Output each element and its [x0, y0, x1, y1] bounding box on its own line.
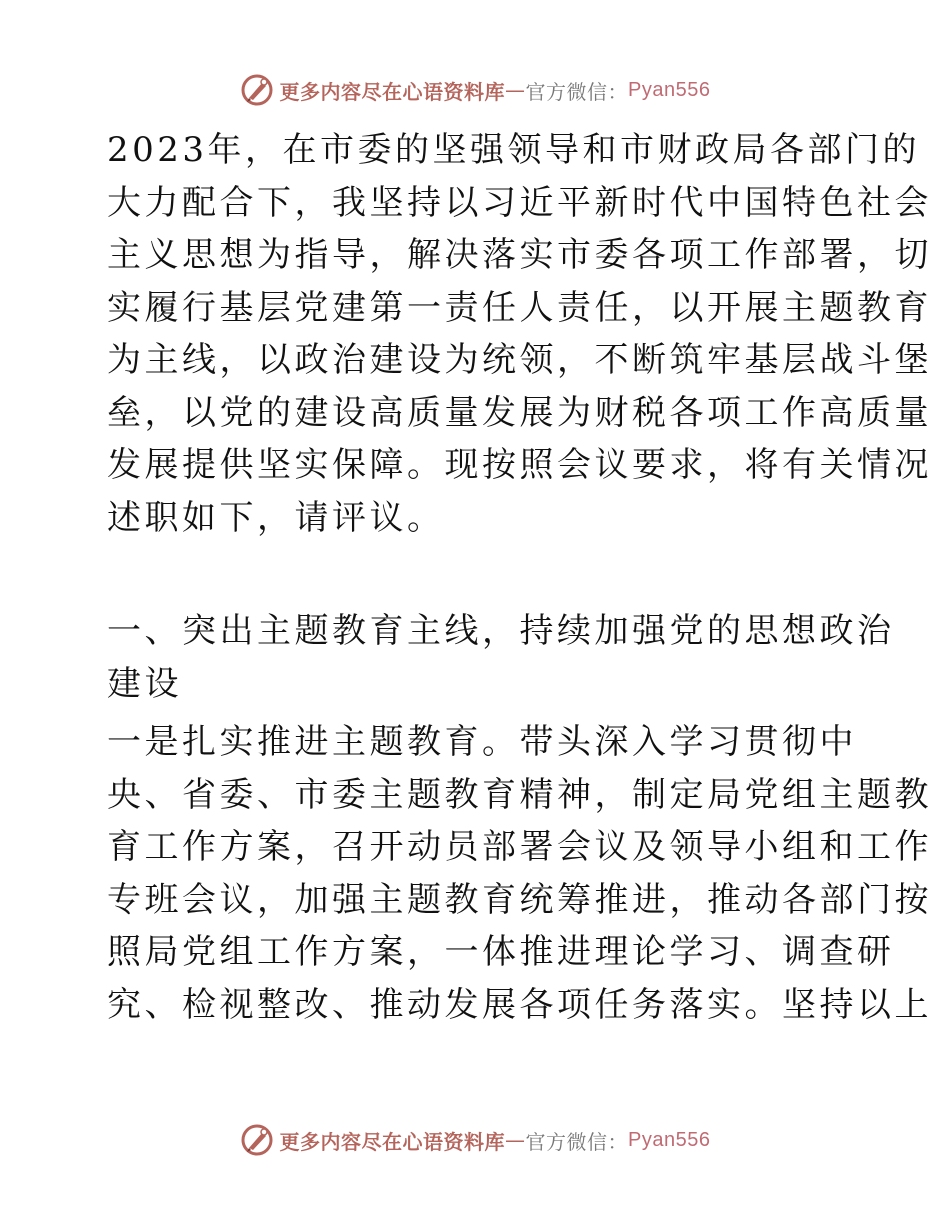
text-line: 为主线，以政治建设为统领，不断筑牢基层战斗堡	[107, 340, 932, 380]
watermark-dash: —	[505, 1128, 526, 1152]
text-line: 专班会议，加强主题教育统筹推进，推动各部门按	[107, 879, 932, 920]
text-line: 发展提供坚实保障。现按照会议要求，将有关情况	[107, 445, 932, 485]
text-line: 大力配合下，我坚持以习近平新时代中国特色社会	[107, 182, 932, 223]
text-line: 究、检视整改、推动发展各项任务落实。坚持以上	[107, 984, 932, 1025]
watermark-main-text: 更多内容尽在心语资料库	[279, 1129, 506, 1154]
pen-logo-icon	[240, 1123, 274, 1157]
paragraph-theme-education	[97, 716, 932, 1031]
heading-line: 一、突出主题教育主线，持续加强党的思想政治	[107, 611, 895, 651]
text-line: 2023年，在市委的坚强领导和市财政局各部门的	[107, 130, 921, 170]
text-line: 主义思想为指导，解决落实市委各项工作部署，切	[107, 235, 932, 275]
text-line: 述职如下，请评议。	[107, 497, 445, 538]
section-heading	[97, 605, 895, 710]
watermark-wechat-id: Pyan556	[628, 1128, 711, 1151]
text-line: 一是扎实推进主题教育。带头深入学习贯彻中	[107, 722, 857, 762]
watermark-official-label: 官方微信：	[525, 1129, 629, 1154]
watermark-dash: —	[505, 78, 526, 102]
footer-watermark	[0, 1120, 950, 1160]
watermark-official-label: 官方微信：	[525, 79, 629, 104]
heading-line: 建设	[107, 663, 182, 704]
watermark-wechat-id: Pyan556	[628, 78, 711, 101]
text-line: 垒，以党的建设高质量发展为财税各项工作高质量	[107, 392, 932, 433]
paragraph-intro	[97, 124, 932, 544]
text-line: 育工作方案，召开动员部署会议及领导小组和工作	[107, 827, 932, 867]
text-line: 实履行基层党建第一责任人责任，以开展主题教育	[107, 287, 932, 328]
text-line: 照局党组工作方案，一体推进理论学习、调查研	[107, 932, 895, 972]
watermark-main-text: 更多内容尽在心语资料库	[279, 79, 506, 104]
text-line: 央、省委、市委主题教育精神，制定局党组主题教	[107, 774, 932, 815]
